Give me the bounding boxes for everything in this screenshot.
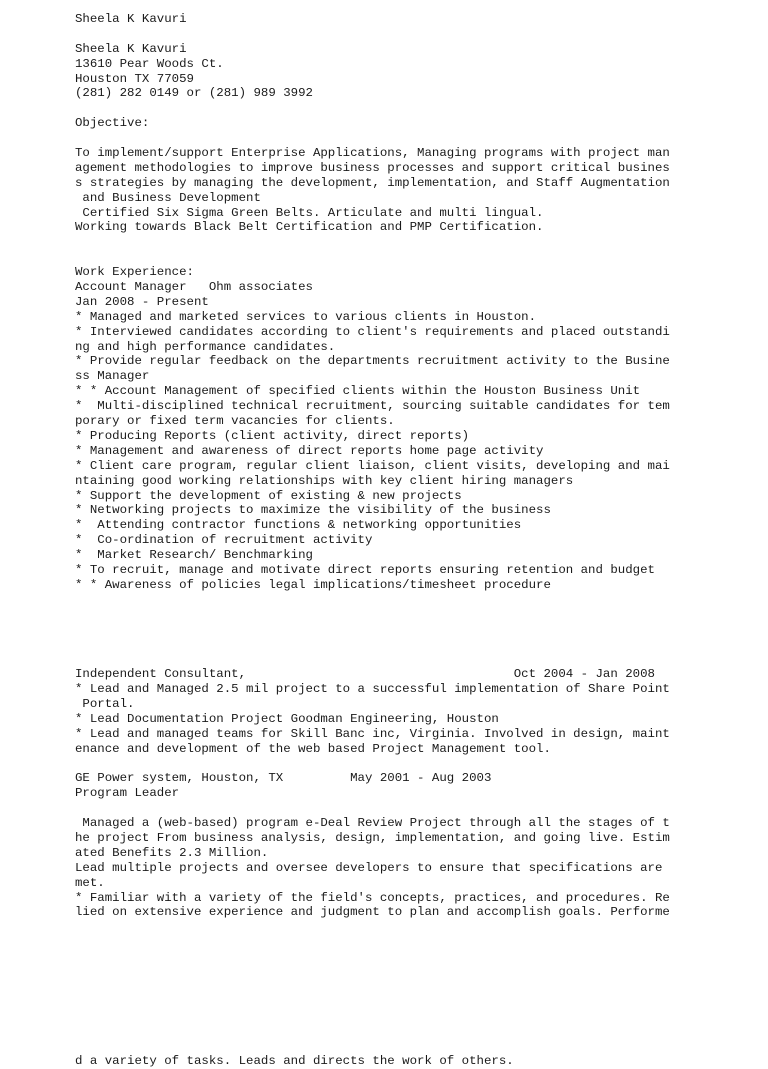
document-line: Jan 2008 - Present xyxy=(75,294,209,309)
document-line: Sheela K Kavuri xyxy=(75,41,187,56)
document-line: Independent Consultant, Oct 2004 - Jan 2008 xyxy=(75,667,655,682)
document-line: enance and development of the web based Project Management tool. xyxy=(75,741,551,756)
document-line: * Interviewed candidates according to client's requirements and placed outstandi xyxy=(75,324,670,339)
blank-line xyxy=(75,757,725,772)
document-line: * Producing Reports (client activity, direct reports) xyxy=(75,428,470,443)
blank-line xyxy=(75,935,725,950)
resume-document xyxy=(75,12,725,1069)
blank-line xyxy=(75,608,725,623)
document-line: and Business Development xyxy=(75,190,261,205)
document-line: * * Awareness of policies legal implications/timesheet procedure xyxy=(75,577,551,592)
document-line: (281) 282 0149 or (281) 989 3992 xyxy=(75,86,313,101)
document-line: * Multi-disciplined technical recruitment, sourcing suitable candidates for tem xyxy=(75,399,670,414)
blank-line xyxy=(75,801,725,816)
blank-line xyxy=(75,593,725,608)
blank-line xyxy=(75,1025,725,1040)
document-line: * Managed and marketed services to various clients in Houston. xyxy=(75,309,537,324)
document-line: * Market Research/ Benchmarking xyxy=(75,548,313,563)
document-line: met. xyxy=(75,875,105,890)
document-line: * Co-ordination of recruitment activity xyxy=(75,533,373,548)
document-line: Houston TX 77059 xyxy=(75,71,194,86)
document-line: d a variety of tasks. Leads and directs the work of others. xyxy=(75,1054,514,1069)
document-line: agement methodologies to improve business processes and support critical busines xyxy=(75,160,670,175)
document-line: * Provide regular feedback on the departments recruitment activity to the Busine xyxy=(75,354,670,369)
blank-line xyxy=(75,101,725,116)
blank-line xyxy=(75,995,725,1010)
document-line: * Familiar with a variety of the field's concepts, practices, and procedures. Re xyxy=(75,890,670,905)
document-line: Managed a (web-based) program e-Deal Review Project through all the stages of t xyxy=(75,816,670,831)
document-line: ng and high performance candidates. xyxy=(75,339,336,354)
blank-line xyxy=(75,920,725,935)
document-line: * Client care program, regular client liaison, client visits, developing and mai xyxy=(75,458,670,473)
document-line: Work Experience: xyxy=(75,265,194,280)
document-line: Lead multiple projects and oversee developers to ensure that specifications are xyxy=(75,860,663,875)
blank-line xyxy=(75,652,725,667)
document-line: lied on extensive experience and judgment to plan and accomplish goals. Performe xyxy=(75,905,670,920)
blank-line xyxy=(75,250,725,265)
document-line: * Networking projects to maximize the visibility of the business xyxy=(75,503,551,518)
blank-line xyxy=(75,131,725,146)
blank-line xyxy=(75,965,725,980)
document-line: Working towards Black Belt Certification and PMP Certification. xyxy=(75,220,544,235)
blank-line xyxy=(75,950,725,965)
document-line: ntaining good working relationships with key client hiring managers xyxy=(75,473,574,488)
blank-line xyxy=(75,27,725,42)
blank-line xyxy=(75,623,725,638)
document-line: s strategies by managing the development, implementation, and Staff Augmentation xyxy=(75,175,670,190)
document-line: Certified Six Sigma Green Belts. Articulate and multi lingual. xyxy=(75,205,544,220)
blank-line xyxy=(75,980,725,995)
document-line: 13610 Pear Woods Ct. xyxy=(75,56,224,71)
document-line: * * Account Management of specified clients within the Houston Business Unit xyxy=(75,384,641,399)
document-line: * To recruit, manage and motivate direct reports ensuring retention and budget xyxy=(75,562,655,577)
document-line: Portal. xyxy=(75,696,135,711)
document-line: GE Power system, Houston, TX May 2001 - Aug 2003 xyxy=(75,771,492,786)
document-line: Objective: xyxy=(75,116,150,131)
document-line: Account Manager Ohm associates xyxy=(75,280,313,295)
blank-line xyxy=(75,637,725,652)
document-line: To implement/support Enterprise Applications, Managing programs with project man xyxy=(75,146,670,161)
document-line: * Management and awareness of direct reports home page activity xyxy=(75,443,544,458)
blank-line xyxy=(75,1039,725,1054)
document-line: ss Manager xyxy=(75,369,150,384)
document-line: ated Benefits 2.3 Million. xyxy=(75,845,269,860)
document-line: * Lead Documentation Project Goodman Engineering, Houston xyxy=(75,711,499,726)
document-line: Program Leader xyxy=(75,786,180,801)
document-line: porary or fixed term vacancies for clients. xyxy=(75,414,395,429)
document-line: * Lead and managed teams for Skill Banc inc, Virginia. Involved in design, maint xyxy=(75,726,670,741)
blank-line xyxy=(75,235,725,250)
document-line: Sheela K Kavuri xyxy=(75,12,187,26)
document-line: * Attending contractor functions & networking opportunities xyxy=(75,518,522,533)
blank-line xyxy=(75,1010,725,1025)
document-line: * Lead and Managed 2.5 mil project to a successful implementation of Share Point xyxy=(75,682,670,697)
document-line: he project From business analysis, design, implementation, and going live. Estim xyxy=(75,830,670,845)
document-line: * Support the development of existing & new projects xyxy=(75,488,462,503)
